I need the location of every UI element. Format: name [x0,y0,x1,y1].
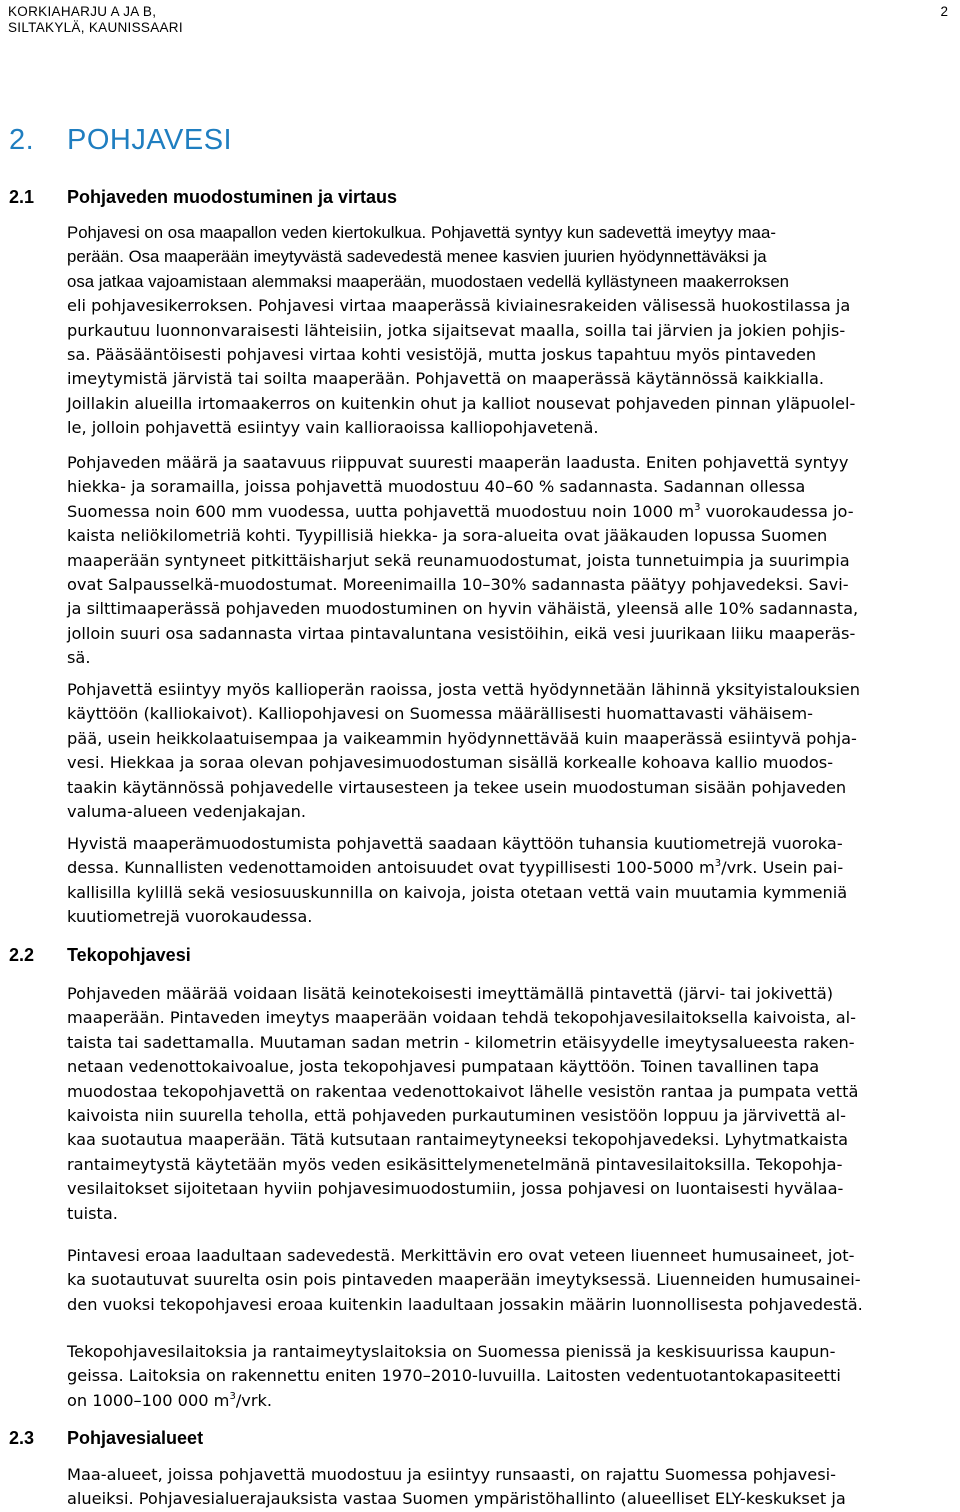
paragraph-5 [67,982,953,1226]
text-line: jolloin suuri osa sadannasta virtaa pintavaluntana vesistöihin, eikä vesi juurikaan liiku maaperäs- [67,623,856,643]
text-line: pää, usein heikkolaatuisempaa ja vaikeammin hyödynnettävää kuin maaperässä esiintyvä pohja- [67,728,857,748]
text-line: kallisilla kylillä sekä vesiosuuskunnilla on kaivoja, joista otetaan vettä vain muutamia kymmeniä [67,882,848,902]
section-number: 2.3 [9,1428,35,1448]
text-line: Hyvistä maaperämuodostumista pohjavettä saadaan käyttöön tuhansia kuutiometrejä vuoroka- [67,834,843,853]
text-line: dessa. Kunnallisten vedenottamoiden antoisuudet ovat tyypillisesti 100-5000 $m^3$/vrk. Usein pai- [67,858,844,878]
text-line: imeytymistä järvistä tai soilta maaperään. Pohjavettä on maaperässä käytännössä kaikkialla. [67,369,825,389]
text-line: on 1000–100 000 $m^3$/vrk. [67,1390,273,1410]
paragraph-4 [67,832,953,930]
text-line: perään. Osa maaperään imeytyvästä sadevedestä menee kasvien juurien hyödynnettäväksi ja [67,247,767,267]
text-line: vesi. Hiekkaa ja soraa olevan pohjavesimuodostuman sisällä korkealle kohoava kallio muodos- [67,753,834,773]
section-title: Pohjavesialueet [67,1428,204,1448]
text-line: netaan vedenottokaivoalue, josta tekopohjavesi pumpataan käyttöön. Toinen tavallinen tapa [67,1057,820,1077]
text-line: ja silttimaaperässä pohjaveden muodostuminen on hyvin vähäistä, yleensä alle 10% sadannasta, [67,599,859,619]
text-line: Tekopohjavesilaitoksia ja rantaimeytyslaitoksia on Suomessa pienissä ja keskisuurissa kaupun- [67,1342,836,1361]
text-line: Suomessa noin 600 mm vuodessa, uutta pohjavettä muodostuu noin 1000 $m^3$ vuorokaudessa jo- [67,501,854,521]
section-heading-2-3 [9,1427,203,1449]
text-line: Pohjavettä esiintyy myös kallioperän raoissa, josta vettä hyödynnetään lähinnä yksityistalouksien [67,680,861,699]
text-line: osa jatkaa vajoamistaan alemmaksi maaperään, muodostaen vedellä kyllästyneen maakerroksen [67,271,789,291]
text-line: Pintavesi eroaa laadultaan sadevedestä. Merkittävin ero ovat veteen liuenneet humusaineet, jot- [67,1246,855,1265]
page-number: 2 [940,4,948,19]
text-line: muodostaa tekopohjavettä on rakentaa vedenottokaivot lähelle vesistön rantaa ja pumpata vettä [67,1081,859,1101]
text-line: käyttöön (kalliokaivot). Kalliopohjavesi on Suomessa määrällisesti huomattavasti vähäisem- [67,704,813,724]
header-line-1: KORKIAHARJU A JA B, [8,4,157,19]
text-line: ovat Salpausselkä-muodostumat. Moreenimailla 10–30% sadannasta päätyy pohjavedeksi. Savi- [67,575,849,595]
section-heading-2-1 [9,186,397,208]
text-line: sä. [67,648,91,668]
text-line: maaperään. Pintaveden imeytys maaperään voidaan tehdä tekopohjavesilaitoksella kaivoista, al- [67,1008,857,1028]
text-line: Pohjavesi on osa maapallon veden kiertokulkua. Pohjavettä syntyy kun sadevettä imeytyy maa- [67,223,776,242]
text-line: kaista neliökilometriä kohti. Tyypillisiä hiekka- ja sora-alueita ovat jääkauden lopussa Suomen [67,526,828,546]
section-title: Pohjaveden muodostuminen ja virtaus [67,187,398,207]
text-line: geissa. Laitoksia on rakennettu eniten 1970–2010-luvuilla. Laitosten vedentuotantokapasiteetti [67,1366,841,1386]
section-heading-2-2 [9,944,191,966]
text-line: le, jolloin pohjavettä esiintyy vain kallioraoissa kalliopohjavetenä. [67,418,599,438]
paragraph-6 [67,1244,953,1317]
paragraph-3 [67,678,953,824]
text-line: sa. Pääsääntöisesti pohjavesi virtaa kohti vesistöjä, mutta joskus tapahtuu myös pintaveden [67,345,817,365]
text-line: rantaimeytystä käytetään myös veden esikäsittelymenetelmänä pintavesilaitoksilla. Tekopohja- [67,1154,843,1174]
text-line: kuutiometrejä vuorokaudessa. [67,907,313,927]
text-line: taakin käytännössä pohjavedelle virtausesteen ja tekee usein muodostuman sisään pohjaveden [67,777,847,797]
section-number: 2.1 [9,187,35,207]
text-line: Pohjaveden määrää voidaan lisätä keinotekoisesti imeyttämällä pintavettä (järvi- tai jokivettä) [67,984,834,1003]
header-line-2: SILTAKYLÄ, KAUNISSAARI [8,20,183,35]
text-line: kaivoista niin suurella teholla, että pohjaveden purkautuminen vesistöön loppuu ja järvivettä al- [67,1106,846,1126]
section-title: Tekopohjavesi [67,945,191,965]
text-line: maaperään syntyneet pitkittäisharjut sekä reunamuodostumat, joista tunnetuimpia ja suurimpia [67,550,850,570]
text-line: purkautuu luonnonvaraisesti lähteisiin, jotka sijaitsevat maalla, soilla tai järvien ja jokien pohjis- [67,320,846,340]
text-line: ka suotautuvat suurelta osin pois pintaveden maaperään imeytyksessä. Liuenneiden humusainei- [67,1270,861,1290]
text-line: hiekka- ja soramailla, joissa pohjavettä muodostuu 40–60 % sadannasta. Sadannan ollessa [67,477,806,497]
section-number: 2.2 [9,945,35,965]
text-line: Pohjaveden määrä ja saatavuus riippuvat suuresti maaperän laadusta. Eniten pohjavettä syntyy [67,453,849,472]
paragraph-7 [67,1340,953,1413]
chapter-number: 2. [9,124,35,156]
chapter-title: POHJAVESI [67,124,233,156]
text-line: taista tai sadettamalla. Muutaman sadan metrin - kilometrin etäisyydelle imeytysalueesta raken- [67,1032,855,1052]
text-line: tuista. [67,1203,118,1223]
paragraph-1 [67,221,953,441]
chapter-heading [9,122,232,158]
text-line: vesilaitokset sijoitetaan hyviin pohjavesimuodostumiin, jossa pohjavesi on luontaisesti hyvälaa- [67,1179,844,1199]
text-line: Maa-alueet, joissa pohjavettä muodostuu ja esiintyy runsaasti, on rajattu Suomessa pohjavesi- [67,1465,836,1484]
running-header [8,4,183,36]
text-line: alueiksi. Pohjavesialuerajauksista vastaa Suomen ympäristöhallinto (alueelliset ELY-keskukset ja [67,1489,846,1509]
text-line: kaa suotautua maaperään. Tätä kutsutaan rantaimeytyneeksi tekopohjavedeksi. Lyhytmatkaista [67,1130,849,1150]
paragraph-8 [67,1463,953,1512]
text-line: Joillakin alueilla irtomaakerros on kuitenkin ohut ja kalliot nousevat pohjaveden pinnan yläpuolel- [67,393,856,413]
text-line: valuma-alueen vedenjakajan. [67,802,307,822]
paragraph-2 [67,451,953,671]
text-line: den vuoksi tekopohjavesi eroaa kuitenkin laadultaan jossakin määrin luonnollisesta pohjavedestä. [67,1294,863,1314]
text-line: eli pohjavesikerroksen. Pohjavesi virtaa maaperässä kiviainesrakeiden välisessä huokostilassa ja [67,296,851,316]
